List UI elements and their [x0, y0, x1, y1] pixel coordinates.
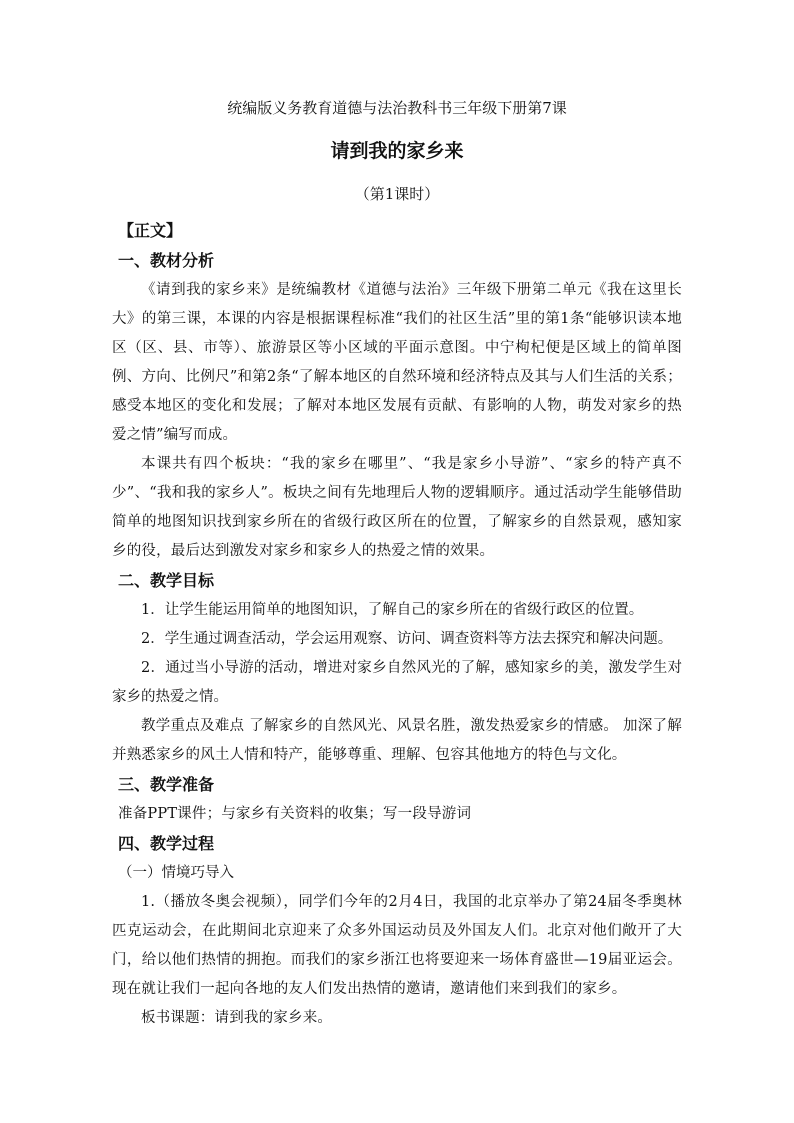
goal-item: 2．学生通过调查活动，学会运用观察、访问、调查资料等方法去探究和解决问题。 — [141, 631, 673, 647]
heading-material-analysis: 一、教材分析 — [118, 251, 215, 270]
goal-item: 2．通过当小导游的活动，增进对家乡自然风光的了解，感知家乡的美，激发学生对家乡的热爱之情。 — [112, 660, 682, 705]
heading-teaching-process: 四、教学过程 — [118, 834, 215, 853]
lesson-title: 请到我的家乡来 — [330, 140, 464, 162]
paragraph: 本课共有四个板块：“我的家乡在哪里”、“我是家乡小导游”、“家乡的特产真不少”、“我和我的家乡人”。板块之间有先地理后人物的逻辑顺序。通过活动学生能够借助简单的地图知识找到家乡所在的省级行政区所在的位置，了解家乡的自然景观，感知家乡的役，最后达到激发对家乡和家乡人的热爱之情的效果。 — [112, 456, 682, 559]
goal-item: 1．让学生能运用简单的地图知识，了解自己的家乡所在的省级行政区的位置。 — [141, 602, 644, 618]
subheading-introduction: （一）情境巧导入 — [118, 865, 234, 881]
textbook-header: 统编版义务教育道德与法治教科书三年级下册第7课 — [227, 99, 567, 117]
heading-teaching-goals: 二、教学目标 — [118, 571, 215, 590]
section-tag: 【正文】 — [118, 221, 183, 240]
paragraph: 1.（播放冬奥会视频），同学们今年的2月4日，我国的北京举办了第24届冬季奥林匹克运动会，在此期间北京迎来了众多外国运动员及外国友人们。北京对他们敞开了大门，给以他们热情的拥抱。而我们的家乡浙江也将要迎来一场体育盛世—19届亚运会。现在就让我们一起向各地的友人们发出热情的邀请，邀请他们来到我们的家乡。 — [112, 894, 682, 997]
lesson-period: （第1课时） — [354, 185, 440, 203]
key-points-paragraph: 教学重点及难点 了解家乡的自然风光、风景名胜，激发热爱家乡的情感。 加深了解并熟悉家乡的风土人情和特产，能够尊重、理解、包容其他地方的特色与文化。 — [112, 718, 682, 763]
paragraph: 《请到我的家乡来》是统编教材《道德与法治》三年级下册第二单元《我在这里长大》的第三课，本课的内容是根据课程标准“我们的社区生活”里的第1条“能够识读本地区（区、县、市等）、旅游景区等小区域的平面示意图。中宁枸杞便是区域上的简单图例、方向、比例尺”和第2条“了解本地区的自然环境和经济特点及其与人们生活的关系；感受本地区的变化和发展；了解对本地区发展有贡献、有影响的人物，萌发对家乡的热爱之情”编写而成。 — [112, 282, 682, 443]
preparation-text: 准备PPT课件；与家乡有关资料的收集；写一段导游词 — [118, 806, 472, 822]
heading-teaching-preparation: 三、教学准备 — [118, 775, 215, 794]
document-page — [112, 96, 682, 1033]
board-title-line: 板书课题：请到我的家乡来。 — [141, 1010, 333, 1026]
